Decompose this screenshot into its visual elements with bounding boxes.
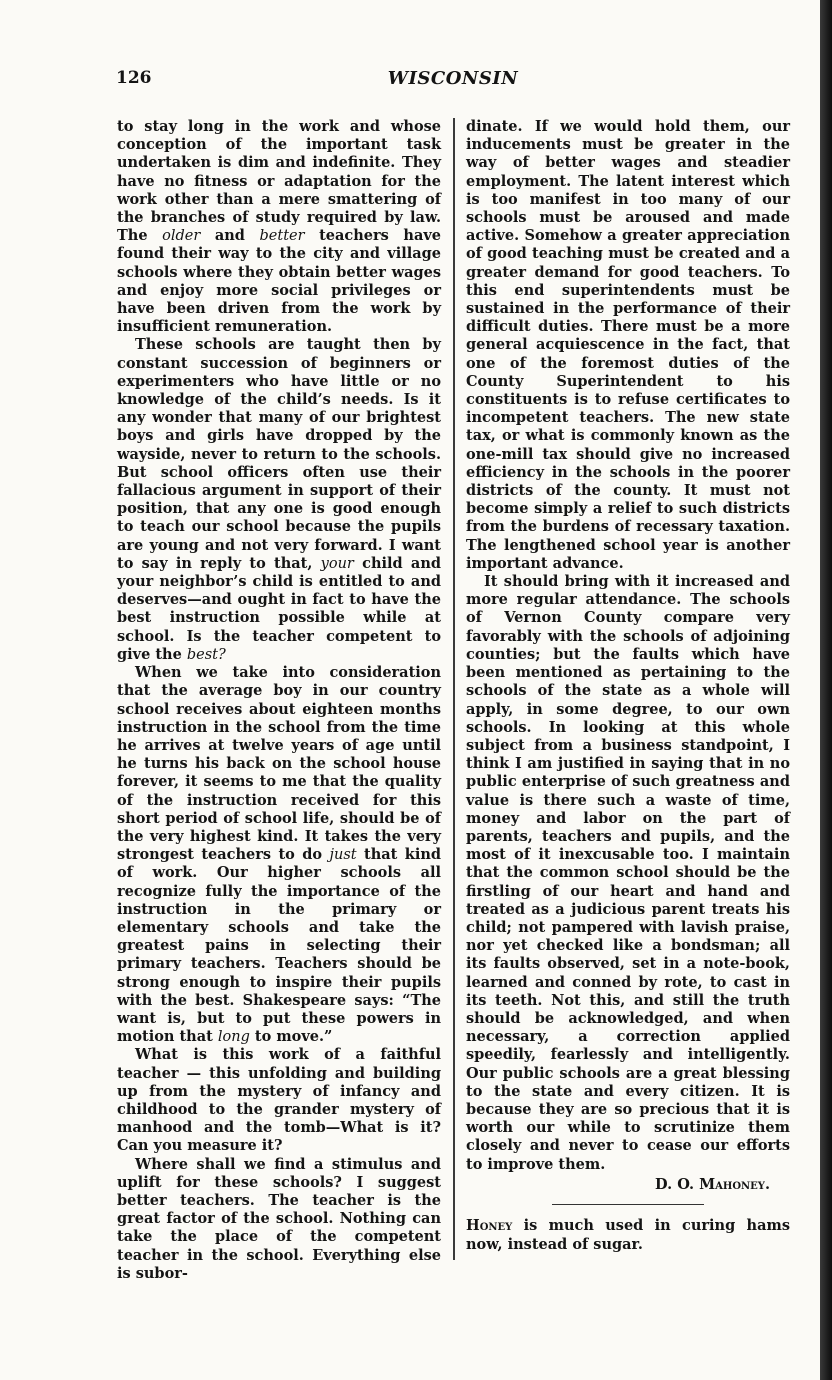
section-rule: [552, 1204, 704, 1206]
paragraph: dinate. If we would hold them, our inducements must be greater in the way of better wages and steadier employment. The latent interest which is too manifest in too many of our schools must be aroused and made active. Somehow a greater appreciation of good teaching must be created and a greater demand for good teachers. To this end superintendents must be sustained in the performance of their difficult duties. There must be a more general acquiescence in the fact, that one of the foremost duties of the County Superintendent to his constituents is to refuse certificates to incompetent teachers. The new state tax, or what is commonly known as the one-mill tax should give no increased efficiency in the schools in the poorer districts of the county. It must not become simply a relief to such districts from the burdens of recessary taxation. The lengthened school year is another important advance.: [466, 118, 790, 572]
filler-note: Honey is much used in curing hams now, instead of sugar.: [466, 1217, 790, 1253]
paragraph: It should bring with it increased and more regular attendance. The schools of Vernon County compare very favorably with the schools of adjoining counties; but the faults which have been mentioned as pertaining to the schools of the state as a whole will apply, in some degree, to our own schools. In looking at this whole subject from a business standpoint, I think I am justified in saying that in no public enterprise of such greatness and value is there such a waste of time, money and labor on the part of parents, teachers and pupils, and the most of it inexcusable too. I maintain that the common school should be the firstling of our heart and hand and treated as a judicious parent treats his child; not pampered with lavish praise, nor yet checked like a bondsman; all its faults observed, set in a note-book, learned and conned by rote, to cast in its teeth. Not this, and still the truth should be acknowledged, and when necessary, a correction applied speedily, fearlessly and intelligently. Our public schools are a great blessing to the state and every citizen. It is because they are so precious that it is worth our while to scrutinize them closely and never to cease our efforts to improve them.: [466, 573, 790, 1173]
paragraph: These schools are taught then by constant succession of beginners or experimenters who have little or no knowledge of the child’s needs. Is it any wonder that many of our brightest boys and girls have dropped by the wayside, never to return to the schools. But school officers often use their fallacious argument in support of their position, that any one is good enough to teach our school because the pupils are young and not very forward. I want to say in reply to that, your child and your neighbor’s child is entitled to and deserves—and ought in fact to have the best instruction possible while at school. Is the teacher competent to give the best?: [117, 336, 441, 663]
paragraph: What is this work of a faithful teacher — this unfolding and building up from the mystery of infancy and childhood to the grander mystery of manhood and the tomb—What is it? Can you measure it?: [117, 1046, 441, 1155]
author-signature: D. O. Mahoney.: [655, 1175, 770, 1193]
paragraph: Where shall we find a stimulus and uplift for these schools? I suggest better teachers. The teacher is the great factor of the school. Nothing can take the place of the competent teacher in the school. Everything else is subor-: [117, 1155, 441, 1282]
left-column: [117, 118, 441, 1283]
page-edge-shadow: [820, 0, 832, 1380]
paragraph: When we take into consideration that the average boy in our country school receives about eighteen months instruction in the school from the time he arrives at twelve years of age until he turns his back on the school house forever, it seems to me that the quality of the instruction received for this short period of school life, should be of the very highest kind. It takes the very strongest teachers to do just that kind of work. Our higher schools all recognize fully the importance of the instruction in the primary or elementary schools and take the greatest pains in selecting their primary teachers. Teachers should be strong enough to inspire their pupils with the best. Shakespeare says: “The want is, but to put these powers in motion that long to move.”: [117, 664, 442, 1046]
page-header: [116, 68, 790, 92]
right-column: [466, 118, 790, 1254]
column-divider: [453, 118, 455, 1260]
running-title: WISCONSIN: [387, 68, 519, 89]
paragraph: to stay long in the work and whose conception of the important task undertaken is dim and indefinite. They have no fitness or adaptation for the work other than a mere smattering of the branches of study required by law. The older and better teachers have found their way to the city and village schools where they obtain better wages and enjoy more social privileges or have been driven from the work by insufficient remuneration.: [117, 118, 441, 336]
page-number: 126: [116, 68, 152, 88]
